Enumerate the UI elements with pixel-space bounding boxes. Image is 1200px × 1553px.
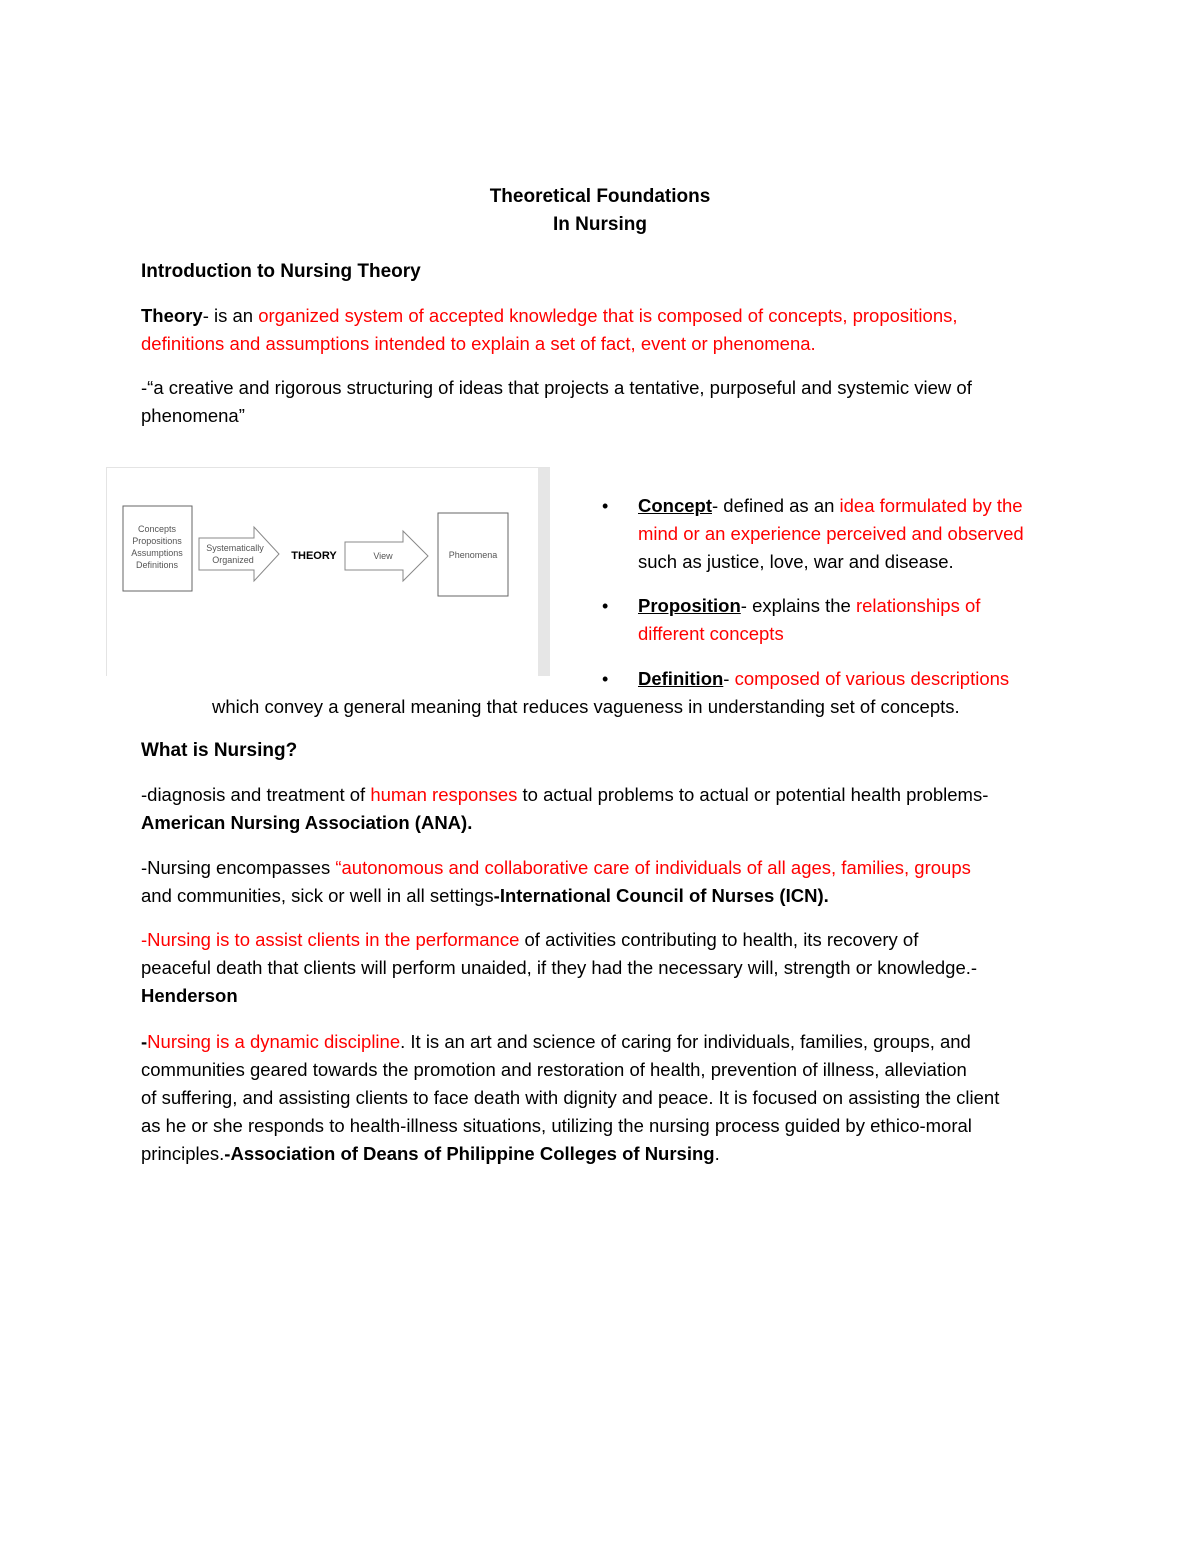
theory-sep: - is an	[202, 305, 259, 326]
adpcn-red: Nursing is a dynamic discipline	[147, 1031, 401, 1052]
phenomena-label: Phenomena	[448, 550, 498, 560]
concept-text1: - defined as an	[712, 495, 840, 516]
adpcn-end: .	[714, 1143, 720, 1164]
henderson-line1	[141, 926, 918, 954]
theory-diagram-svg	[107, 468, 539, 676]
henderson-red: -Nursing is to assist clients in the performance	[141, 929, 520, 950]
icn-line2	[141, 882, 829, 910]
icn-line1	[141, 854, 971, 882]
bullet-definition-line1	[638, 665, 1009, 693]
ana-line1	[141, 781, 988, 809]
document-title-line1: Theoretical Foundations	[489, 186, 711, 207]
adpcn-line5-pre: principles.	[141, 1143, 225, 1164]
ana-red: human responses	[370, 784, 518, 805]
adpcn-line1-post: . It is an art and science of caring for individuals, families, groups, and	[400, 1031, 971, 1052]
bullet-concept-line1	[638, 492, 1023, 520]
theory-diagram	[106, 467, 550, 676]
arrow2-label: View	[373, 551, 393, 561]
document-title-line2: In Nursing	[553, 214, 647, 235]
theory-label: THEORY	[291, 550, 337, 562]
icn-red: “autonomous and collaborative care of individuals of all ages, families, groups	[335, 857, 971, 878]
definition-text2: composed of various descriptions	[734, 668, 1010, 689]
arrow1-line2: Organized	[212, 555, 254, 565]
concepts-box-line2: Propositions	[132, 536, 182, 546]
definition-text1: -	[723, 668, 735, 689]
icn-pre: -Nursing encompasses	[141, 857, 336, 878]
bullet-proposition-dot: •	[602, 596, 609, 616]
intro-heading: Introduction to Nursing Theory	[141, 261, 421, 282]
adpcn-line2: communities geared towards the promotion and restoration of health, prevention of illness, alleviation	[141, 1059, 967, 1080]
ana-pre: -diagnosis and treatment of	[141, 784, 371, 805]
theory-quote-line1: -“a creative and rigorous structuring of ideas that projects a tentative, purposeful and systemic view of	[141, 377, 972, 398]
bullet-concept-dot: •	[602, 496, 609, 516]
bullet-proposition-line2: different concepts	[638, 623, 784, 644]
concepts-box-line1: Concepts	[137, 524, 177, 534]
proposition-text1: - explains the	[740, 595, 856, 616]
concept-term: Concept	[638, 495, 712, 516]
bullet-concept-line3: such as justice, love, war and disease.	[638, 551, 954, 572]
henderson-source: Henderson	[141, 985, 238, 1006]
ana-post: to actual problems to actual or potential health problems-	[517, 784, 989, 805]
definition-continuation: which convey a general meaning that reduces vagueness in understanding set of concepts.	[212, 696, 960, 717]
figure-right-edge	[538, 468, 550, 676]
arrow1-line1: Systematically	[206, 543, 264, 553]
theory-quote-line2: phenomena”	[141, 405, 245, 426]
theory-term: Theory	[141, 305, 203, 326]
proposition-text2: relationships of	[855, 595, 981, 616]
nursing-heading: What is Nursing?	[141, 740, 298, 761]
adpcn-dash: -	[141, 1031, 148, 1052]
adpcn-line4: as he or she responds to health-illness situations, utilizing the nursing process guided by ethico-moral	[141, 1115, 972, 1136]
henderson-line2: peaceful death that clients will perform unaided, if they had the necessary will, strength or knowledge.-	[141, 957, 978, 978]
bullet-proposition-line1	[638, 592, 980, 620]
bullet-concept-line2: mind or an experience perceived and observed	[638, 523, 1024, 544]
definition-term: Definition	[638, 668, 724, 689]
adpcn-line5	[141, 1140, 720, 1168]
concepts-box-line4: Definitions	[135, 560, 179, 570]
theory-definition-line2: definitions and assumptions intended to explain a set of fact, event or phenomena.	[141, 333, 816, 354]
icn-source: -International Council of Nurses (ICN).	[493, 885, 829, 906]
systematically-organized-arrow	[199, 527, 279, 581]
concepts-box-line3: Assumptions	[131, 548, 183, 558]
theory-definition-red1: organized system of accepted knowledge that is composed of concepts, propositions,	[258, 305, 958, 326]
ana-source: American Nursing Association (ANA).	[141, 812, 473, 833]
theory-definition-line1	[141, 302, 958, 330]
henderson-post: of activities contributing to health, its recovery of	[519, 929, 919, 950]
bullet-definition-dot: •	[602, 669, 609, 689]
adpcn-source: -Association of Deans of Philippine Colleges of Nursing	[224, 1143, 715, 1164]
proposition-term: Proposition	[638, 595, 741, 616]
adpcn-line1	[141, 1028, 971, 1056]
adpcn-line3: of suffering, and assisting clients to face death with dignity and peace. It is focused on assisting the client	[141, 1087, 1000, 1108]
concept-text2: idea formulated by the	[839, 495, 1023, 516]
icn-line2-text: and communities, sick or well in all settings	[141, 885, 494, 906]
